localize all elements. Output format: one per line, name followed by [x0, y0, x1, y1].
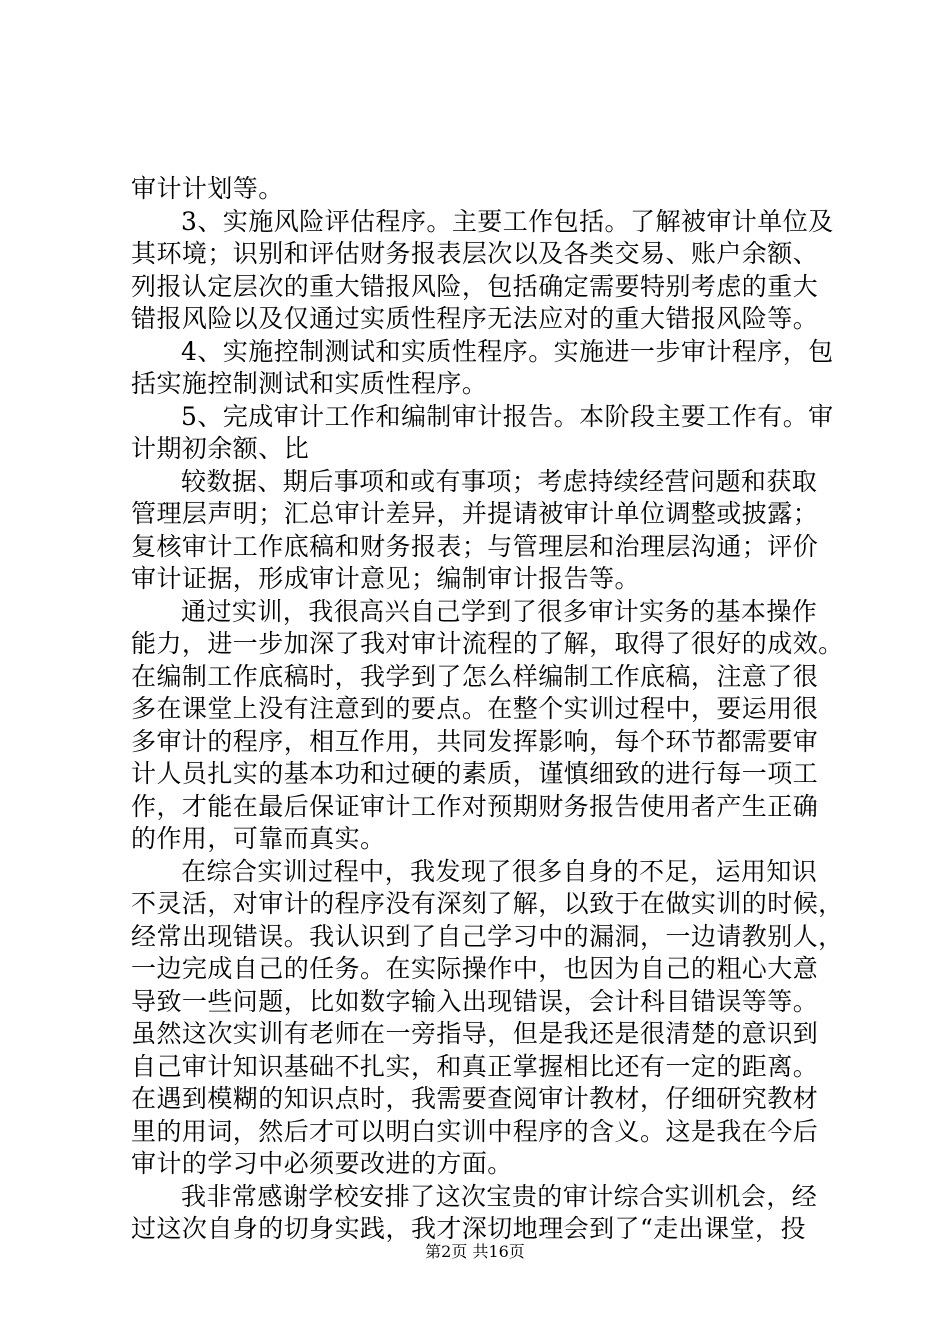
text-line: 复核审计工作底稿和财务报表；与管理层和治理层沟通；评价 — [131, 531, 819, 561]
text-line: 多审计的程序，相互作用，共同发挥影响，每个环节都需要审 — [131, 726, 819, 756]
text-line: 审计的学习中必须要改进的方面。 — [131, 1149, 513, 1178]
text-line: 计期初余额、比 — [131, 434, 310, 463]
text-line: 我非常感谢学校安排了这次宝贵的审计综合实训机会，经 — [181, 1181, 818, 1211]
text-line: 不灵活，对审计的程序没有深刻了解，以致于在做实训的时候， — [131, 889, 844, 918]
text-line: 经常出现错误。我认识到了自己学习中的漏洞，一边请教别人， — [131, 921, 844, 951]
text-line: 5、完成审计工作和编制审计报告。本阶段主要工作有。审 — [181, 401, 834, 431]
text-line: 能力，进一步加深了我对审计流程的了解，取得了很好的成效。 — [131, 629, 844, 658]
text-line: 较数据、期后事项和或有事项；考虑持续经营问题和获取 — [181, 466, 818, 496]
text-line: 列报认定层次的重大错报风险，包括确定需要特别考虑的重大 — [131, 271, 819, 301]
text-line: 括实施控制测试和实质性程序。 — [131, 369, 488, 398]
text-line: 其环境；识别和评估财务报表层次以及各类交易、账户余额、 — [131, 239, 819, 268]
text-line: 错报风险以及仅通过实质性程序无法应对的重大错报风险等。 — [131, 304, 819, 333]
text-line: 过这次自身的切身实践，我才深切地理会到了“走出课堂，投 — [131, 1214, 806, 1243]
text-line: 审计计划等。 — [131, 174, 284, 203]
text-line: 导致一些问题，比如数字输入出现错误，会计科目错误等等。 — [131, 986, 819, 1016]
text-line: 虽然这次实训有老师在一旁指导，但是我还是很清楚的意识到 — [131, 1019, 819, 1048]
text-line: 4、实施控制测试和实质性程序。实施进一步审计程序，包 — [181, 336, 834, 366]
text-line: 通过实训，我很高兴自己学到了很多审计实务的基本操作 — [181, 596, 818, 626]
text-line: 审计证据，形成审计意见；编制审计报告等。 — [131, 564, 641, 593]
text-line: 一边完成自己的任务。在实际操作中，也因为自己的粗心大意 — [131, 954, 819, 983]
text-line: 在编制工作底稿时，我学到了怎么样编制工作底稿，注意了很 — [131, 661, 819, 691]
text-line: 里的用词，然后才可以明白实训中程序的含义。这是我在今后 — [131, 1116, 819, 1146]
text-line: 的作用，可靠而真实。 — [131, 824, 386, 853]
document-body — [131, 173, 844, 1246]
page-number: 第2页 共16页 — [425, 1242, 525, 1261]
text-line: 计人员扎实的基本功和过硬的素质，谨慎细致的进行每一项工 — [131, 759, 819, 788]
text-line: 在遇到模糊的知识点时，我需要查阅审计教材，仔细研究教材 — [131, 1084, 819, 1113]
text-line: 管理层声明；汇总审计差异，并提请被审计单位调整或披露； — [131, 499, 819, 528]
text-line: 在综合实训过程中，我发现了很多自身的不足，运用知识 — [181, 856, 818, 886]
text-line: 3、实施风险评估程序。主要工作包括。了解被审计单位及 — [181, 206, 834, 236]
page-footer — [0, 1242, 950, 1262]
text-line: 自己审计知识基础不扎实，和真正掌握相比还有一定的距离。 — [131, 1051, 819, 1081]
text-line: 多在课堂上没有注意到的要点。在整个实训过程中，要运用很 — [131, 694, 819, 723]
text-line: 作，才能在最后保证审计工作对预期财务报告使用者产生正确 — [131, 791, 819, 821]
